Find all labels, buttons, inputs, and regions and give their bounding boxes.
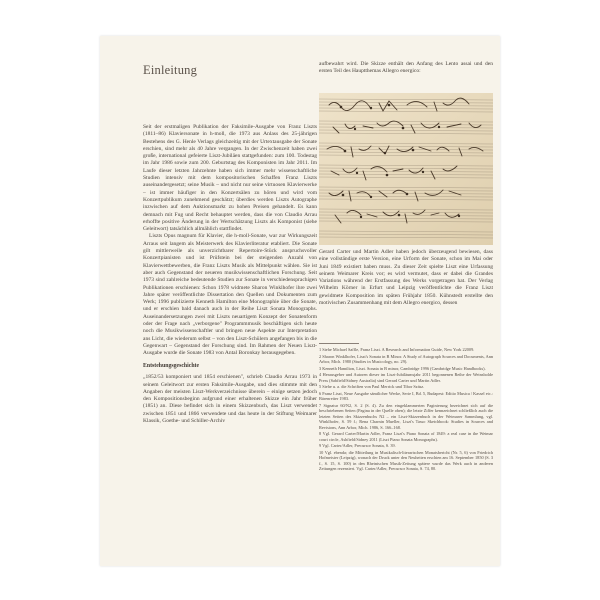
section-title: Entstehungsgeschichte: [143, 363, 200, 369]
section-entstehung: [143, 363, 317, 513]
footnote: 10 Vgl. ebenda; die Mitteilung in Musikalisch-literarischen Monatsbericht (Nr. 5, 6) von Friedrich Hofmeister (Leipzig), wonach der Druck unter den Neuheiten erschien am 16. September 1850 (S. 3 f., S. 15, S. 100) in den Rheinischen Musik-Zeitung spätere wurde das Werk auch in anderen Zeitungen rezensiert. Vgl. Carter/Adler, Precursor Sonata, S. 74, 80.: [319, 449, 493, 471]
footnote-rule: [319, 343, 359, 344]
intro-body: [143, 124, 317, 357]
intro-paragraph-1: Seit der erstmaligen Publikation der Faksimile-Ausgabe von Franz Liszts (1811–86) Klaviersonate in h-moll, die 1973 aus Anlass des 25-jährigen Bestehens des G. Henle Verlags gleichzeitig mit der Urtextausgabe der Sonate erschien, sind mehr als 40 Jahre vergangen. In der Zwischenzeit haben zwei große, international gefeierte Liszt-Jubiläen stattgefunden: zum 100. Todestag im Jahr 1986 sowie zum 200. Geburtstag des Komponisten im Jahr 2011. Im Laufe dieser letzten Jahrzehnte haben sich immer mehr wissenschaftliche Studien intensiv mit dem kompositorischen Schaffen Franz Liszts auseinandergesetzt; seine Musik – und nicht nur seine virtuosen Klavierwerke – ist immer häufiger in den Konzertsälen zu hören und wird vom Konzertpublikum zunehmend geschätzt; überdies werden Liszts Autographe inzwischen auf dem Auktionsmarkt zu hohen Preisen gehandelt. Es kann demnach mit Fug und Recht behauptet werden, dass die von Claudio Arrau erhoffte positive Änderung in der Wertschätzung Liszts als Komponist (siehe Geleitwort) tatsächlich allmählich stattfindet.: [143, 124, 317, 233]
footnote: 2 Sharon Winklhofer, Liszt's Sonata in B Minor. A Study of Autograph Sources and Documents, Ann Arbor, Mich. 1980 (Studies in Musicology, no. 29).: [319, 353, 493, 364]
footnote: 9 Vgl. Carter/Adler, Precursor Sonata, S. 39.: [319, 443, 396, 448]
document-page: [100, 36, 500, 566]
footnote: 6 Franz Liszt, Neue Ausgabe sämtlicher Werke, Serie I, Bd. 5, Budapest: Editio Musica / Kassel etc.: Bärenreiter 1983.: [319, 390, 493, 401]
page-heading: Einleitung: [143, 63, 198, 77]
right-top-text: aufbewahrt wird. Die Skizze enthält den Anfang des Lento assai und den ersten Teil des Hauptthemas Allegro energico:: [319, 61, 493, 75]
footnote: 8 Vgl. Gerard Carter/Martin Adler, Franz Liszt's Piano Sonata of 1849: a real case in the Weimar court circle, Ashfield/Sidney 2011 (Liszt Piano Sonata Monographs).: [319, 431, 493, 442]
right-mid-text: Gerard Carter und Martin Adler haben jedoch überzeugend bewiesen, dass eine vollständige erste Version, eine Urform der Sonate, schon im Mai oder Juni 1849 existiert haben muss. Zu dieser Zeit spielte Liszt eine Urfassung seinem Weimarer Kreis vor; es wird vermutet, dass er dabei die Grandes Variations während der Erstfassung des Werks vorgetragen hat. Der Verlag Wilhelm Körner in Erfurt und Leipzig veröffentlichte die Franz Liszt gewidmete Komposition im späten Frühjahr 1850. Kühnstedt erstellte den motivischen Zusammenhang mit dem Allegro energico, dessen: [319, 249, 493, 307]
footnote: 5 Siehe u. a. die Schriften von Paul Merrick und Tibor Szász.: [319, 384, 425, 389]
right-column-intro: [319, 61, 493, 91]
manuscript-sketch-image: [319, 93, 493, 245]
footnote: 1 Siehe Michael Saffle, Franz Liszt. A Research and Information Guide, New York 22009.: [319, 347, 475, 352]
footnotes: [319, 343, 493, 561]
section-paragraph-1: „1852/53 komponiert und 1854 erschienen", schrieb Claudio Arrau 1973 in seinem Geleitwort zur ersten Faksimile-Ausgabe, und dies stimmte mit den Angaben der meisten Liszt-Werkverzeichnisse überein – einige setzen jedoch den Kompositionsbeginn aufgrund einer erhaltenen Skizze ein Jahr früher (1851) an. Diese befindet sich in einem Skizzenbuch, das Liszt verwendet zwischen 1851 und 1866 verwendete und das heute in der Stiftung Weimarer Klassik, Goethe- und Schiller-Archiv: [143, 374, 317, 425]
intro-paragraph-2: Liszts Opus magnum für Klavier, die h-moll-Sonate, war zur Wirkungszeit Arraus seit langem als Meisterwerk des Klavierliteratur etabliert. Die Sonate gilt mittlerweile als unverzichtbarer Repertoire-Stück anspruchsvoller Konzertpianisten und ist Prüfstein bei der steigenden Anzahl von Klavierwettbewerben, die Franz Liszts Musik als Mittelpunkt wählen. Sie ist aber auch Gegenstand der neueren musikwissenschaftlichen Forschung. Seit 1973 sind zahlreiche bedeutende Studien zur Sonate in verschiedensprachigen Publikationen erschienen: Schon 1978 widmete Sharon Winklhofer ihre zwei Jahre später veröffentlichte Dissertation den Quellen und Dokumenten zum Werk; 1996 publizierte Kenneth Hamilton eine Monographie über die Sonate, und er erschien bald danach auch in der Reihe Liszt Sonata Monographs. Auseinandersetzungen zwei mit Liszts neuartigem Konzept der Sonatenform oder der Frage nach „verborgene" Programmmusik beschäftigen sich heute noch die Musikwissenschaftler und bringen neue Aspekte zur Interpretation ans Licht, die wiederum selbst – von den Liszt-Schülern angefangen bis in die Gegenwart – Gegenstand der Forschung sind. Im Rahmen der Neuen Liszt-Ausgabe wurde die Sonate 1983 von Antal Boronkay herausgegeben.: [143, 233, 317, 357]
footnote: 3 Kenneth Hamilton, Liszt. Sonata in B minor, Cambridge 1996 (Cambridge Music Handbooks).: [319, 365, 486, 371]
footnote: 4 Herausgeber und Autoren dieser im Liszt-Jubiläumsjahr 2011 begonnenen Reihe der Weinsbolde Press (Sabfield/Sidney Australia) sind Gerard Carter und Martin Adler.: [319, 372, 493, 383]
footnote: 7 Signatur 60/N2, S. 2 (S. 4). Zu den eingeklammerten Paginierung bezeichnet sich auf die beschriebenen Seiten (Pagina in der Quelle oben); die letzte Ziffer kennzeichnet schließlich auch die letzten Seiten des Skizzenbuchs N2 – ein Liszt-Skizzenbuch in der Weimarer Sammlung, vgl. Winklhofer, S. 59 f.; Rena Charnin Mueller, Liszt's Tasso Sketchbook: Studies in Sources and Revisions, Ann Arbor, Mich. 1986, S. 166–168.: [319, 402, 493, 430]
